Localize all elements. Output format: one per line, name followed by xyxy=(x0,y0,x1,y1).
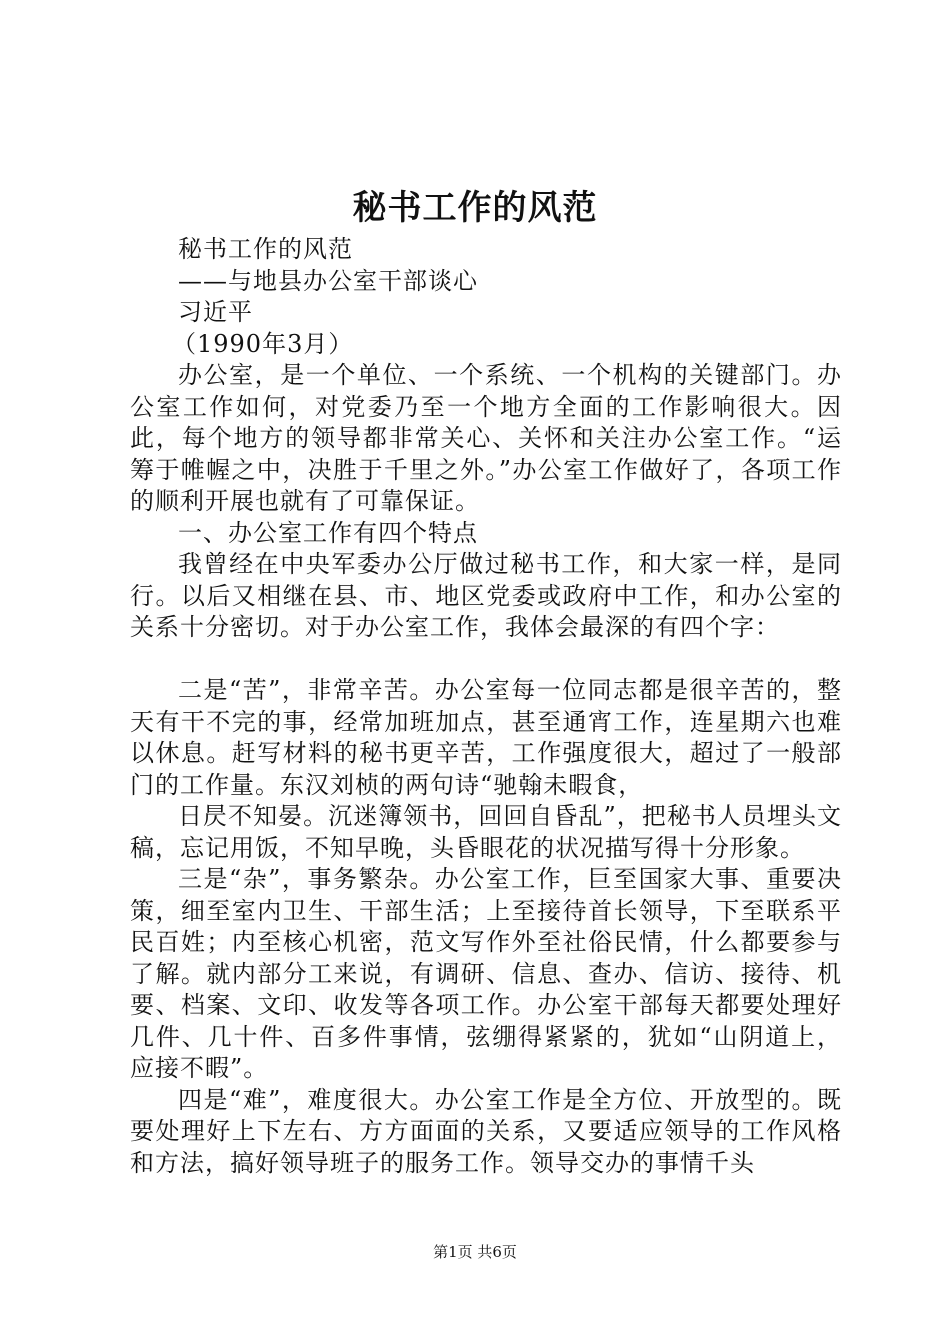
paragraph-point-four: 四是“难”，难度很大。办公室工作是全方位、开放型的。既要处理好上下左右、方方面面的关系，又要适应领导的工作风格和方法，搞好领导班子的服务工作。领导交办的事情千头 xyxy=(130,1085,842,1177)
paragraph-date: （1990年3月） xyxy=(172,329,354,358)
page-number-footer: 第1页 共6页 xyxy=(433,1243,517,1261)
paragraph-point-three: 三是“杂”，事务繁杂。办公室工作，巨至国家大事、重要决策，细至室内卫生、干部生活；上至接待首长领导，下至联系平民百姓；内至核心机密，范文写作外至社俗民情，什么都要参与了解。就内部分工来说，有调研、信息、查办、信访、接待、机要、档案、文印、收发等各项工作。办公室干部每天都要处理好几件、几十件、百多件事情，弦绷得紧紧的，犹如“山阴道上，应接不暇”。 xyxy=(130,865,842,1082)
paragraph-intro: 办公室，是一个单位、一个系统、一个机构的关键部门。办公室工作如何，对党委乃至一个地方全面的工作影响很大。因此，每个地方的领导都非常关心、关怀和关注办公室工作。“运筹于帷幄之中，决胜于千里之外。”办公室工作做好了，各项工作的顺利开展也就有了可靠保证。 xyxy=(130,361,842,515)
paragraph-author: 习近平 xyxy=(178,298,253,326)
document-title: 秘书工作的风范 xyxy=(352,188,598,228)
document-body xyxy=(130,234,842,1179)
paragraph-subtitle: 秘书工作的风范 xyxy=(178,235,353,263)
paragraph-experience: 我曾经在中央军委办公厅做过秘书工作，和大家一样，是同行。以后又相继在县、市、地区党委或政府中工作，和办公室的关系十分密切。对于办公室工作，我体会最深的有四个字： xyxy=(130,550,842,641)
blank-line xyxy=(130,644,842,676)
paragraph-byline-topic: ——与地县办公室干部谈心 xyxy=(178,266,478,295)
paragraph-poem-continued: 日昃不知晏。沉迷簿领书，回回自昏乱”，把秘书人员埋头文稿，忘记用饭，不知早晚，头昏眼花的状况描写得十分形象。 xyxy=(130,802,842,862)
section-heading: 一、办公室工作有四个特点 xyxy=(178,518,478,547)
paragraph-point-two: 二是“苦”，非常辛苦。办公室每一位同志都是很辛苦的，整天有干不完的事，经常加班加点，甚至通宵工作，连星期六也难以休息。赶写材料的秘书更辛苦，工作强度很大，超过了一般部门的工作量。东汉刘桢的两句诗“驰翰未暇食， xyxy=(130,676,842,799)
